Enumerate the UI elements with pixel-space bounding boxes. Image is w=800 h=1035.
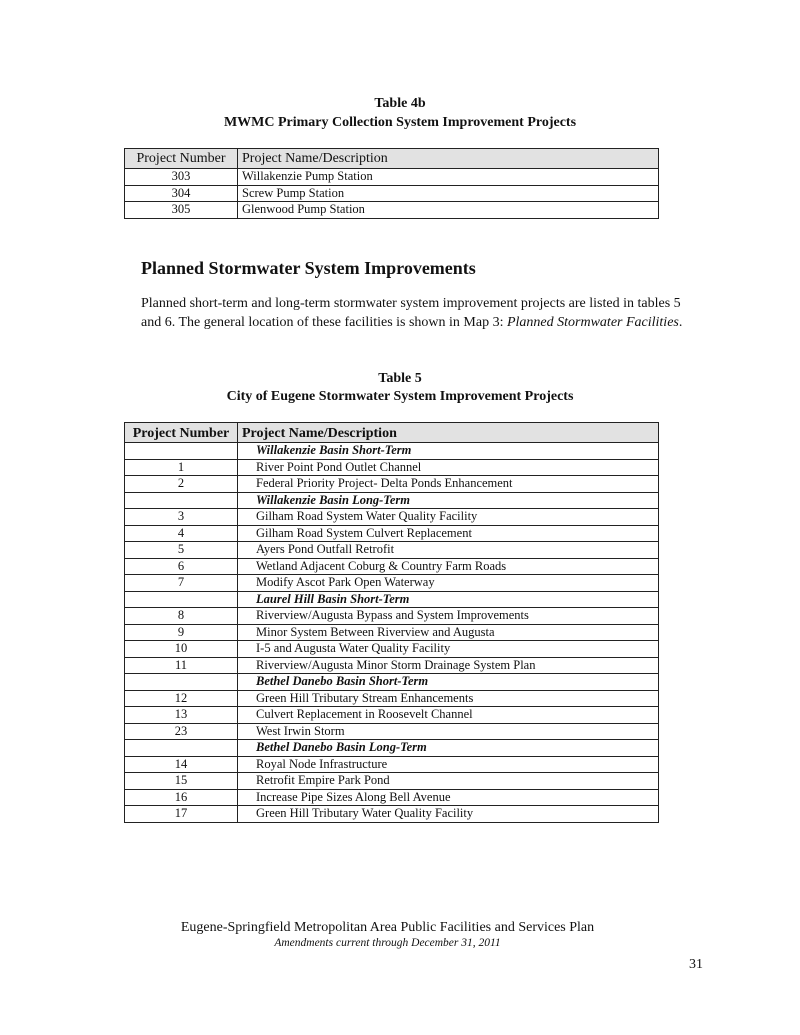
project-name-cell: Gilham Road System Water Quality Facility	[238, 509, 659, 526]
table-row	[125, 624, 659, 641]
project-number-cell: 4	[125, 525, 238, 542]
table-row	[125, 525, 659, 542]
table-header-row	[125, 149, 659, 169]
project-number-cell: 13	[125, 707, 238, 724]
paragraph-text: Planned short-term and long-term stormwater system improvement projects are listed in tables 5 and 6. The general location of these facilities is shown in Map 3:	[141, 296, 681, 330]
paragraph-end: .	[678, 315, 683, 330]
table-row	[125, 459, 659, 476]
table-row	[125, 773, 659, 790]
project-name-cell: Federal Priority Project- Delta Ponds Enhancement	[238, 476, 659, 493]
table-5-body	[125, 443, 659, 823]
page-number: 31	[689, 957, 703, 972]
table-row	[125, 756, 659, 773]
table-row	[125, 575, 659, 592]
section-paragraph	[141, 294, 701, 332]
table-row	[125, 542, 659, 559]
project-number-cell: 16	[125, 789, 238, 806]
table-row	[125, 202, 659, 219]
basin-section-label: Laurel Hill Basin Short-Term	[238, 591, 659, 608]
table-4b-body	[125, 169, 659, 219]
table-row	[125, 185, 659, 202]
project-name-cell: Increase Pipe Sizes Along Bell Avenue	[238, 789, 659, 806]
project-number-cell: 304	[125, 185, 238, 202]
project-number-cell: 2	[125, 476, 238, 493]
project-name-cell: Culvert Replacement in Roosevelt Channel	[238, 707, 659, 724]
column-header-project-name: Project Name/Description	[238, 149, 659, 169]
project-number-cell: 15	[125, 773, 238, 790]
project-number-cell: 3	[125, 509, 238, 526]
table-header-row	[125, 423, 659, 443]
basin-section-label: Bethel Danebo Basin Long-Term	[238, 740, 659, 757]
project-number-cell	[125, 674, 238, 691]
project-name-cell: I-5 and Augusta Water Quality Facility	[238, 641, 659, 658]
project-name-cell: Green Hill Tributary Stream Enhancements	[238, 690, 659, 707]
section-row	[125, 591, 659, 608]
project-number-cell: 1	[125, 459, 238, 476]
project-number-cell: 303	[125, 169, 238, 186]
project-name-cell: West Irwin Storm	[238, 723, 659, 740]
project-number-cell	[125, 740, 238, 757]
project-name-cell: Gilham Road System Culvert Replacement	[238, 525, 659, 542]
table-row	[125, 723, 659, 740]
project-name-cell: Retrofit Empire Park Pond	[238, 773, 659, 790]
basin-section-label: Willakenzie Basin Long-Term	[238, 492, 659, 509]
footer-plan-title: Eugene-Springfield Metropolitan Area Public Facilities and Services Plan	[180, 920, 595, 935]
project-number-cell: 14	[125, 756, 238, 773]
table-5	[124, 422, 659, 823]
project-number-cell: 7	[125, 575, 238, 592]
project-name-cell: Wetland Adjacent Coburg & Country Farm Roads	[238, 558, 659, 575]
project-number-cell: 8	[125, 608, 238, 625]
project-name-cell: River Point Pond Outlet Channel	[238, 459, 659, 476]
project-number-cell	[125, 591, 238, 608]
footer-amendments: Amendments current through December 31, 2011	[274, 937, 501, 949]
table-4b	[124, 148, 659, 219]
table-row	[125, 707, 659, 724]
table-row	[125, 789, 659, 806]
project-name-cell: Riverview/Augusta Bypass and System Improvements	[238, 608, 659, 625]
project-number-cell	[125, 492, 238, 509]
section-heading: Planned Stormwater System Improvements	[141, 258, 476, 278]
basin-section-label: Bethel Danebo Basin Short-Term	[238, 674, 659, 691]
project-name-cell: Glenwood Pump Station	[238, 202, 659, 219]
basin-section-label: Willakenzie Basin Short-Term	[238, 443, 659, 460]
section-row	[125, 492, 659, 509]
table-4b-label: Table 4b	[374, 96, 426, 111]
project-name-cell: Ayers Pond Outfall Retrofit	[238, 542, 659, 559]
table-row	[125, 509, 659, 526]
table-row	[125, 558, 659, 575]
project-number-cell: 5	[125, 542, 238, 559]
section-row	[125, 740, 659, 757]
section-row	[125, 674, 659, 691]
table-row	[125, 657, 659, 674]
project-number-cell: 305	[125, 202, 238, 219]
table-row	[125, 608, 659, 625]
table-5-title: City of Eugene Stormwater System Improvement Projects	[226, 389, 574, 404]
project-number-cell: 10	[125, 641, 238, 658]
project-number-cell: 9	[125, 624, 238, 641]
table-row	[125, 690, 659, 707]
column-header-project-number: Project Number	[125, 149, 238, 169]
table-4b-title: MWMC Primary Collection System Improvement Projects	[223, 115, 577, 130]
project-name-cell: Royal Node Infrastructure	[238, 756, 659, 773]
project-number-cell: 23	[125, 723, 238, 740]
project-name-cell: Minor System Between Riverview and Augusta	[238, 624, 659, 641]
project-name-cell: Modify Ascot Park Open Waterway	[238, 575, 659, 592]
project-name-cell: Green Hill Tributary Water Quality Facility	[238, 806, 659, 823]
table-row	[125, 806, 659, 823]
project-name-cell: Riverview/Augusta Minor Storm Drainage System Plan	[238, 657, 659, 674]
column-header-project-name: Project Name/Description	[238, 423, 659, 443]
paragraph-map-reference: Planned Stormwater Facilities	[506, 315, 679, 330]
project-number-cell	[125, 443, 238, 460]
table-5-label: Table 5	[378, 371, 422, 386]
table-row	[125, 476, 659, 493]
project-name-cell: Screw Pump Station	[238, 185, 659, 202]
project-name-cell: Willakenzie Pump Station	[238, 169, 659, 186]
project-number-cell: 12	[125, 690, 238, 707]
column-header-project-number: Project Number	[125, 423, 238, 443]
project-number-cell: 6	[125, 558, 238, 575]
project-number-cell: 11	[125, 657, 238, 674]
table-row	[125, 169, 659, 186]
table-row	[125, 641, 659, 658]
section-row	[125, 443, 659, 460]
project-number-cell: 17	[125, 806, 238, 823]
